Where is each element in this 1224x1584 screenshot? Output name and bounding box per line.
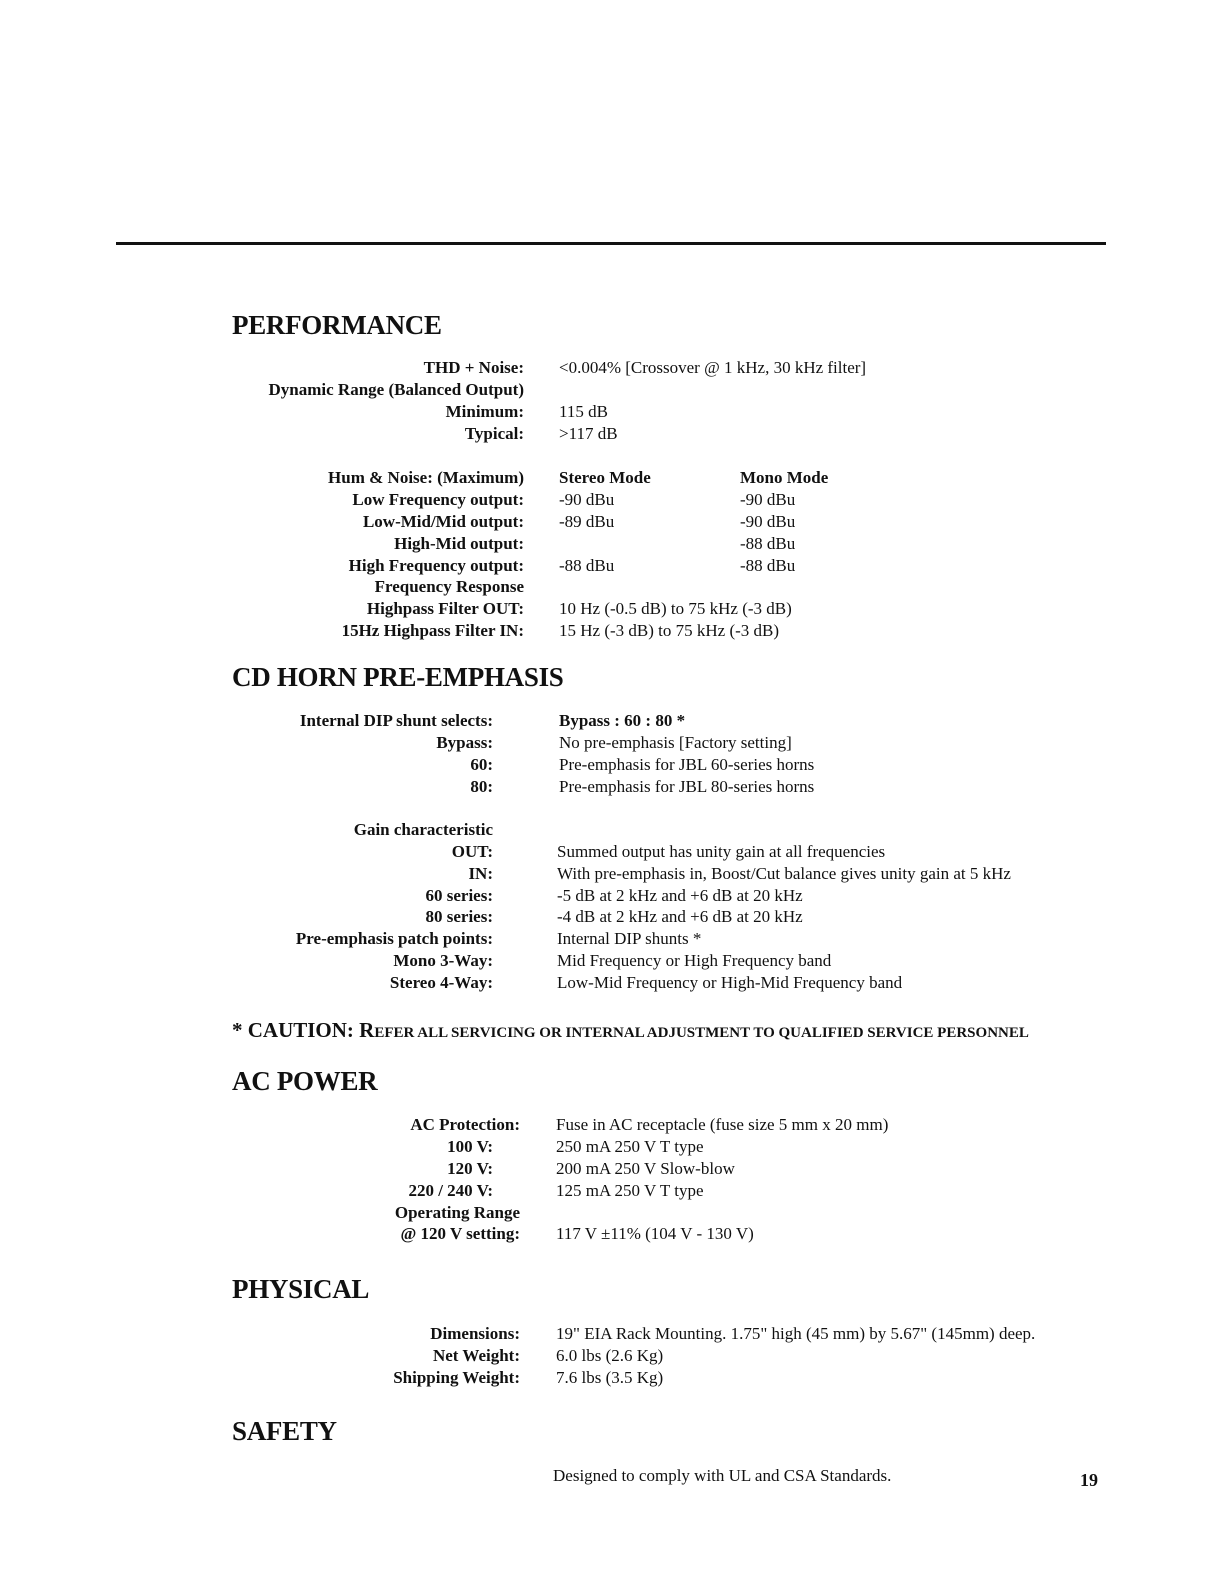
spec-value: >117 dB <box>559 424 618 443</box>
spec-value: Summed output has unity gain at all frequencies <box>557 842 886 861</box>
stereo-4way-row <box>0 972 1224 994</box>
spec-label: Minimum: <box>445 402 524 421</box>
safety-heading: SAFETY <box>232 1416 337 1446</box>
caution-lead: * CAUTION: R <box>232 1018 375 1042</box>
spec-label: Dimensions: <box>430 1324 520 1343</box>
mono-value: -88 dBu <box>740 534 796 553</box>
spec-row-thd <box>0 357 1224 379</box>
dip-shunt-row <box>0 710 1224 732</box>
spec-label: Highpass Filter OUT: <box>366 599 524 618</box>
stereo-value: -89 dBu <box>559 512 615 531</box>
dimensions-row <box>0 1323 1224 1345</box>
spec-value: Bypass : 60 : 80 * <box>559 711 686 730</box>
spec-value: 7.6 lbs (3.5 Kg) <box>556 1368 664 1387</box>
eighty-row <box>0 776 1224 798</box>
spec-value: <0.004% [Crossover @ 1 kHz, 30 kHz filter] <box>559 358 867 377</box>
spec-label: Mono 3-Way: <box>393 951 493 970</box>
spec-label: Frequency Response <box>374 577 524 596</box>
highpass-out-row <box>0 598 1224 620</box>
spec-row-typical <box>0 423 1224 445</box>
spec-label: Stereo 4-Way: <box>389 973 493 992</box>
spec-label: Pre-emphasis patch points: <box>295 929 493 948</box>
v220-row <box>0 1180 1224 1202</box>
spec-value: 10 Hz (-0.5 dB) to 75 kHz (-3 dB) <box>559 599 792 618</box>
sixty-series-row <box>0 885 1224 907</box>
ac-protection-row <box>0 1114 1224 1136</box>
safety-text: Designed to comply with UL and CSA Standards. <box>553 1466 892 1485</box>
page-number: 19 <box>1080 1470 1098 1490</box>
spec-label: 100 V: <box>447 1137 493 1156</box>
caution-notice <box>232 1018 1029 1043</box>
gain-char-row <box>0 819 1224 841</box>
operating-setting-row <box>0 1223 1224 1245</box>
spec-label: 15Hz Highpass Filter IN: <box>341 621 524 640</box>
spec-value: Pre-emphasis for JBL 80-series horns <box>559 777 815 796</box>
stereo-mode-header: Stereo Mode <box>559 468 651 487</box>
performance-heading: PERFORMANCE <box>232 310 442 340</box>
mono-mode-header: Mono Mode <box>740 468 829 487</box>
spec-value: With pre-emphasis in, Boost/Cut balance gives unity gain at 5 kHz <box>557 864 1011 883</box>
spec-row-minimum <box>0 401 1224 423</box>
hum-row-header <box>0 467 1224 489</box>
sixty-row <box>0 754 1224 776</box>
spec-value: 250 mA 250 V T type <box>556 1137 704 1156</box>
spec-value: -5 dB at 2 kHz and +6 dB at 20 kHz <box>557 886 803 905</box>
shipping-weight-row <box>0 1367 1224 1389</box>
mono-value: -88 dBu <box>740 556 796 575</box>
spec-label: 60 series: <box>425 886 493 905</box>
spec-row-dynamic-range <box>0 379 1224 401</box>
spec-label: 120 V: <box>447 1159 493 1178</box>
eighty-series-row <box>0 906 1224 928</box>
spec-label: 80 series: <box>425 907 493 926</box>
spec-value: 125 mA 250 V T type <box>556 1181 704 1200</box>
spec-label: 60: <box>470 755 493 774</box>
mono-value: -90 dBu <box>740 512 796 531</box>
spec-label: High Frequency output: <box>348 556 524 575</box>
top-rule <box>116 242 1106 245</box>
spec-label: Gain characteristic <box>353 820 493 839</box>
gain-out-row <box>0 841 1224 863</box>
spec-label: Net Weight: <box>432 1346 520 1365</box>
spec-label: Shipping Weight: <box>393 1368 520 1387</box>
spec-label: Operating Range <box>394 1203 520 1222</box>
patch-points-row <box>0 928 1224 950</box>
operating-range-row <box>0 1202 1224 1224</box>
mono-3way-row <box>0 950 1224 972</box>
spec-value: -4 dB at 2 kHz and +6 dB at 20 kHz <box>557 907 803 926</box>
hum-row-low-mid <box>0 511 1224 533</box>
hum-row-high <box>0 555 1224 577</box>
spec-value: 115 dB <box>559 402 608 421</box>
spec-value: Internal DIP shunts * <box>557 929 702 948</box>
net-weight-row <box>0 1345 1224 1367</box>
spec-label: AC Protection: <box>410 1115 520 1134</box>
hum-row-low <box>0 489 1224 511</box>
stereo-value: -90 dBu <box>559 490 615 509</box>
spec-label: Internal DIP shunt selects: <box>299 711 493 730</box>
spec-label: Dynamic Range (Balanced Output) <box>268 380 524 399</box>
spec-value: Low-Mid Frequency or High-Mid Frequency band <box>557 973 903 992</box>
hum-row-high-mid <box>0 533 1224 555</box>
spec-label: 80: <box>470 777 493 796</box>
highpass-in-row <box>0 620 1224 642</box>
spec-label: @ 120 V setting: <box>400 1224 520 1243</box>
spec-value: Mid Frequency or High Frequency band <box>557 951 832 970</box>
spec-value: 117 V ±11% (104 V - 130 V) <box>556 1224 754 1243</box>
spec-label: IN: <box>468 864 493 883</box>
spec-value: No pre-emphasis [Factory setting] <box>559 733 792 752</box>
spec-label: Bypass: <box>436 733 493 752</box>
spec-value: Pre-emphasis for JBL 60-series horns <box>559 755 815 774</box>
spec-label: Typical: <box>464 424 524 443</box>
spec-label: OUT: <box>451 842 493 861</box>
gain-in-row <box>0 863 1224 885</box>
spec-label: High-Mid output: <box>394 534 524 553</box>
ac-power-heading: AC POWER <box>232 1066 378 1096</box>
spec-label: Low Frequency output: <box>352 490 524 509</box>
spec-value: 15 Hz (-3 dB) to 75 kHz (-3 dB) <box>559 621 780 640</box>
bypass-row <box>0 732 1224 754</box>
spec-label: Low-Mid/Mid output: <box>362 512 524 531</box>
cd-horn-heading: CD HORN PRE-EMPHASIS <box>232 662 564 692</box>
freq-response-row <box>0 576 1224 598</box>
mono-value: -90 dBu <box>740 490 796 509</box>
spec-value: 19" EIA Rack Mounting. 1.75" high (45 mm) by 5.67" (145mm) deep. <box>556 1324 1036 1343</box>
v120-row <box>0 1158 1224 1180</box>
spec-label: Hum & Noise: (Maximum) <box>328 468 524 487</box>
spec-value: 6.0 lbs (2.6 Kg) <box>556 1346 664 1365</box>
v100-row <box>0 1136 1224 1158</box>
caution-text: EFER ALL SERVICING OR INTERNAL ADJUSTMENT TO QUALIFIED SERVICE PERSONNEL <box>374 1025 1029 1041</box>
spec-value: 200 mA 250 V Slow-blow <box>556 1159 735 1178</box>
spec-label: 220 / 240 V: <box>408 1181 493 1200</box>
physical-heading: PHYSICAL <box>232 1274 370 1304</box>
stereo-value: -88 dBu <box>559 556 615 575</box>
spec-value: Fuse in AC receptacle (fuse size 5 mm x 20 mm) <box>556 1115 889 1134</box>
spec-label: THD + Noise: <box>423 358 524 377</box>
